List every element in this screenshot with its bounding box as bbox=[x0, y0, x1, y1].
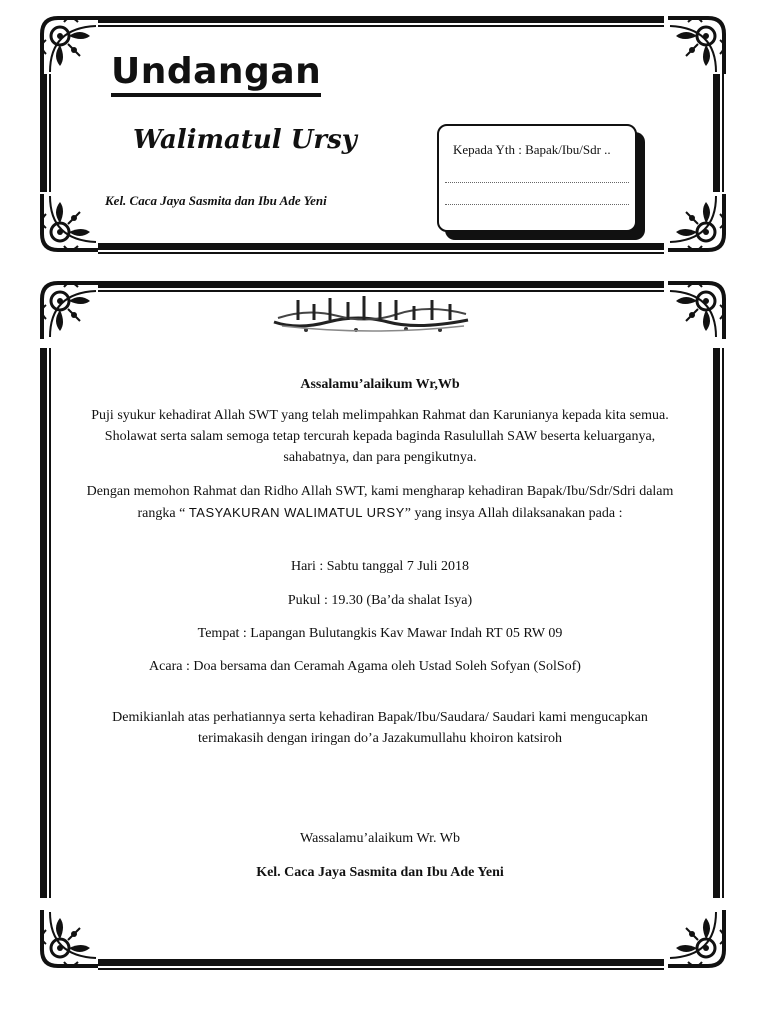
greeting: Assalamu’alaikum Wr,Wb bbox=[300, 377, 460, 392]
ornament-corner-icon bbox=[664, 906, 728, 970]
top-card-border-left bbox=[40, 74, 47, 192]
paragraph-closing: Demikianlah atas perhatiannya serta kehadiran Bapak/Ibu/Saudara/ Saudari kami mengucapkan terimakasih dengan iringan do’a Jazakumullahu khoiron katsiroh bbox=[112, 710, 648, 746]
invitation-text-start: Dengan memohon Rahmat dan Ridho Allah SWT, kami mengharap kehadiran Bapak/Ibu/Sdr/Sdri dalam rangka “ bbox=[86, 484, 674, 521]
bismillah-calligraphy-icon bbox=[268, 292, 476, 336]
ornament-corner-icon bbox=[664, 190, 728, 254]
top-card-border-bottom bbox=[98, 243, 664, 250]
address-box bbox=[437, 124, 637, 232]
main-card-border-top bbox=[98, 281, 664, 288]
main-card-border-right bbox=[713, 348, 720, 898]
ornament-corner-icon bbox=[664, 279, 728, 343]
top-card-border-right bbox=[713, 74, 720, 192]
main-card-border-bottom bbox=[98, 959, 664, 966]
invitation-title: Undangan bbox=[111, 52, 321, 97]
address-line bbox=[445, 182, 629, 183]
paragraph-opening: Puji syukur kehadirat Allah SWT yang telah melimpahkan Rahmat dan Karunianya kepada kita semua. Sholawat serta salam semoga tetap tercurah kepada baginda Rasulullah SAW beserta keluarganya, sahabatnya, dan para pengikutnya. bbox=[91, 408, 669, 465]
ornament-corner-icon bbox=[38, 906, 102, 970]
ornament-corner-icon bbox=[38, 14, 102, 78]
paragraph-invitation bbox=[80, 481, 680, 524]
ornament-corner-icon bbox=[664, 14, 728, 78]
address-line bbox=[445, 204, 629, 205]
event-place: Tempat : Lapangan Bulutangkis Kav Mawar Indah RT 05 RW 09 bbox=[197, 626, 563, 641]
main-card-border-left bbox=[40, 348, 47, 898]
ornament-corner-icon bbox=[38, 279, 102, 343]
host-family-name: Kel. Caca Jaya Sasmita dan Ibu Ade Yeni bbox=[105, 193, 327, 208]
address-label: Kepada Yth : Bapak/Ibu/Sdr .. bbox=[453, 142, 611, 157]
top-card-border-top bbox=[98, 16, 664, 23]
event-time: Pukul : 19.30 (Ba’da shalat Isya) bbox=[287, 593, 473, 608]
invitation-subtitle: Walimatul Ursy bbox=[133, 125, 357, 155]
event-agenda: Acara : Doa bersama dan Ceramah Agama oleh Ustad Soleh Sofyan (SolSof) bbox=[149, 659, 581, 674]
event-name: TASYAKURAN WALIMATUL URSY bbox=[188, 505, 405, 520]
farewell: Wassalamu’alaikum Wr. Wb bbox=[300, 831, 460, 846]
ornament-corner-icon bbox=[38, 190, 102, 254]
event-day: Hari : Sabtu tanggal 7 Juli 2018 bbox=[290, 559, 470, 574]
invitation-text-end: ” yang insya Allah dilaksanakan pada : bbox=[404, 506, 623, 521]
signature: Kel. Caca Jaya Sasmita dan Ibu Ade Yeni bbox=[256, 865, 504, 880]
